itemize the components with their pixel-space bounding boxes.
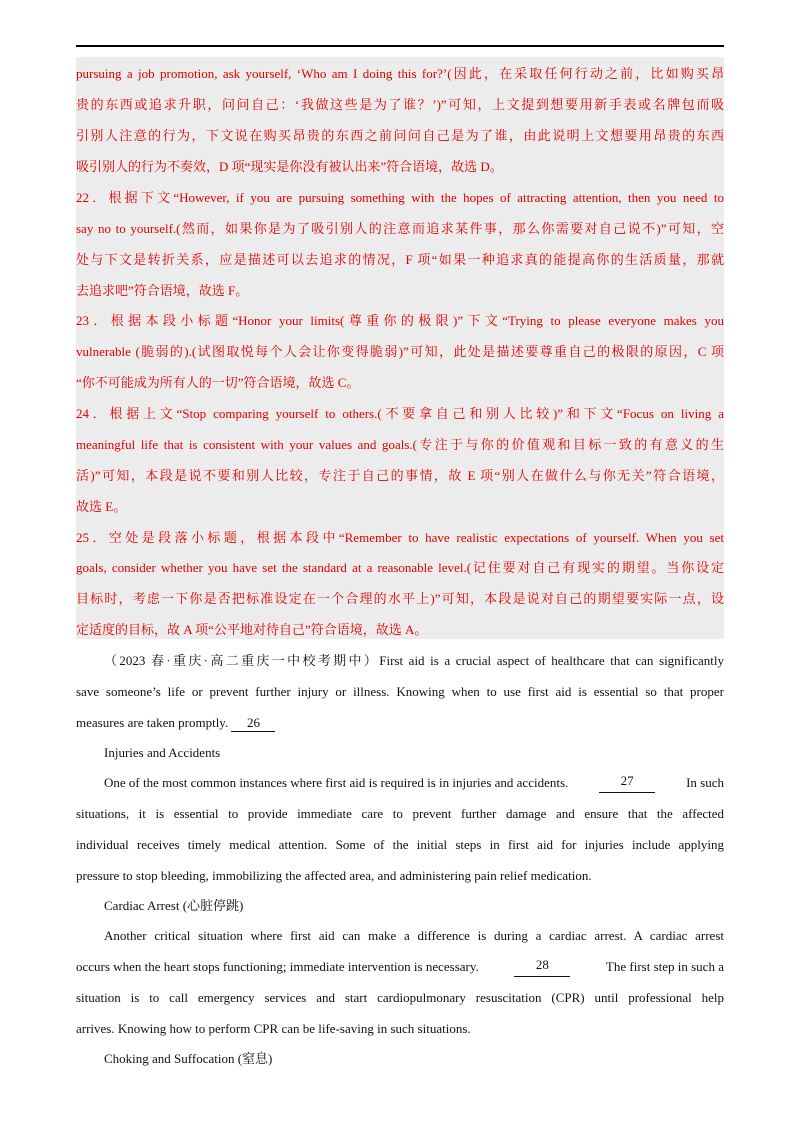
cardiac-paragraph (76, 957, 724, 977)
answer-line: 贵的东西或追求升职，问问自己：‘我做这些是为了谁？’)”可知，上文提到想要用新手表或名牌包而吸 (76, 97, 724, 112)
answer-line: 活)”可知，本段是说不要和别人比较，专注于自己的事情，故 E 项“别人在做什么与你无关”符合语境， (76, 468, 724, 483)
answer-line: 22．根据下文“However, if you are pursuing something with the hopes of attracting attention, then you need to (76, 190, 724, 205)
answer-line: 24．根据上文“Stop comparing yourself to others.(不要拿自己和别人比较)”和下文“Focus on living a (76, 406, 724, 421)
passage-intro (76, 713, 724, 733)
top-rule (76, 45, 724, 47)
answer-line: goals, consider whether you have set the standard at a reasonable level.(记住要对自己有现实的期望。当你设定 (76, 560, 724, 575)
answer-line: pursuing a job promotion, ask yourself, ‘Who am I doing this for?’(因此，在采取任何行动之前，比如购买昂 (76, 66, 724, 81)
passage-intro: （2023 春·重庆·高二重庆一中校考期中）First aid is a crucial aspect of healthcare that can significantly (104, 653, 724, 668)
answer-line: 25．空处是段落小标题，根据本段中“Remember to have realistic expectations of yourself. When you set (76, 530, 724, 545)
answer-line: say no to yourself.(然而，如果你是为了吸引别人的注意而追求某件事，那么你需要对自己说不)”可知，空 (76, 221, 724, 236)
injuries-paragraph (76, 773, 724, 793)
passage-text: occurs when the heart stops functioning; immediate intervention is necessary. (76, 959, 479, 974)
cardiac-paragraph: Another critical situation where first aid can make a difference is during a cardiac arrest. A cardiac arrest (104, 928, 724, 943)
answer-line: 引别人注意的行为，下文说在购买昂贵的东西之前问问自己是为了谁，由此说明上文想要用昂贵的东西 (76, 128, 724, 143)
answer-line: 23．根据本段小标题“Honor your limits(尊重你的极限)”下文“Trying to please everyone makes you (76, 313, 724, 328)
section-heading: Choking and Suffocation (窒息) (104, 1051, 273, 1066)
answer-line: 定适度的目标，故 A 项“公平地对待自己”符合语境，故选 A。 (76, 622, 428, 637)
passage-text: One of the most common instances where first aid is required is in injuries and accidents. (104, 775, 569, 790)
section-heading: Cardiac Arrest (心脏停跳) (104, 898, 244, 913)
passage-intro: save someone’s life or prevent further injury or illness. Knowing when to use first aid is essential so that proper (76, 684, 724, 699)
passage-text: measures are taken promptly. (76, 715, 229, 730)
blank-28: 28 (514, 957, 570, 977)
injuries-paragraph: situations, it is essential to provide immediate care to prevent further damage and ensure that the affected (76, 806, 724, 821)
blank-27: 27 (599, 773, 655, 793)
answer-line: 处与下文是转折关系，应是描述可以去追求的情况，F 项“如果一种追求真的能提高你的生活质量，那就 (76, 252, 724, 267)
injuries-paragraph: individual receives timely medical attention. Some of the initial steps in first aid for injuries include applying (76, 837, 724, 852)
answer-line: 目标时，考虑一下你是否把标准设定在一个合理的水平上)”可知，本段是说对自己的期望要实际一点，设 (76, 591, 724, 606)
blank-26: 26 (231, 715, 275, 732)
answer-line: vulnerable (脆弱的).(试图取悦每个人会让你变得脆弱)”可知，此处是描述要尊重自己的极限的原因，C 项 (76, 344, 724, 359)
section-heading: Injuries and Accidents (104, 745, 221, 760)
answer-line: “你不可能成为所有人的一切”符合语境，故选 C。 (76, 375, 360, 390)
passage-text: In such (686, 775, 724, 790)
passage-text: The first step in such a (605, 959, 724, 974)
cardiac-paragraph: situation is to call emergency services and start cardiopulmonary resuscitation (CPR) until professional help (76, 990, 724, 1005)
injuries-paragraph: pressure to stop bleeding, immobilizing the affected area, and administering pain relief medication. (76, 868, 592, 883)
answer-line: 故选 E。 (76, 499, 127, 514)
answer-line: 吸引别人的行为不奏效，D 项“现实是你没有被认出来”符合语境，故选 D。 (76, 159, 503, 174)
answer-line: meaningful life that is consistent with your values and goals.(专注于与你的价值观和目标一致的有意义的生 (76, 437, 724, 452)
answer-line: 去追求吧”符合语境，故选 F。 (76, 283, 249, 298)
cardiac-paragraph: arrives. Knowing how to perform CPR can be life-saving in such situations. (76, 1021, 471, 1036)
